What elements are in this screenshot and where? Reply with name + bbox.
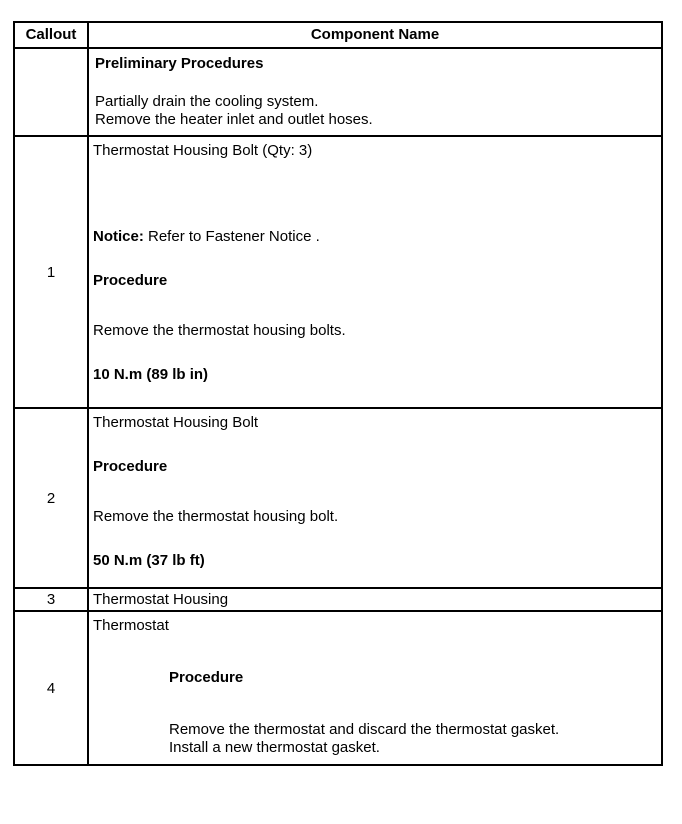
table-row-2 [14, 408, 662, 588]
callout-cell: 4 [14, 611, 88, 765]
component-cell [88, 48, 662, 136]
row-title: Preliminary Procedures [95, 55, 264, 72]
callout-cell [14, 48, 88, 136]
step-text: Install a new thermostat gasket. [169, 739, 380, 756]
torque-spec: 10 N.m (89 lb in) [93, 366, 209, 383]
component-cell [88, 136, 662, 408]
step-text: Partially drain the cooling system. [95, 93, 319, 110]
notice-line [93, 228, 657, 246]
table-row-3 [14, 588, 662, 611]
callout-table [13, 21, 663, 766]
notice-text: Refer to Fastener Notice . [143, 228, 320, 245]
notice-label: Notice: [93, 228, 144, 245]
callout-cell: 1 [14, 136, 88, 408]
step-text: Remove the heater inlet and outlet hoses. [95, 111, 373, 128]
procedure-label: Procedure [93, 272, 168, 289]
row-title: Thermostat [93, 617, 169, 634]
table-row-1 [14, 136, 662, 408]
procedure-label: Procedure [93, 458, 168, 475]
table-row-4 [14, 611, 662, 765]
callout-column-header: Callout [14, 22, 88, 48]
component-cell [88, 611, 662, 765]
callout-cell: 2 [14, 408, 88, 588]
step-text: Remove the thermostat housing bolt. [93, 508, 339, 525]
step-text: Remove the thermostat and discard the thermostat gasket. [169, 721, 560, 738]
step-text: Remove the thermostat housing bolts. [93, 322, 346, 339]
table-row-preliminary [14, 48, 662, 136]
torque-spec: 50 N.m (37 lb ft) [93, 552, 205, 569]
row-title: Thermostat Housing [93, 591, 229, 608]
row-title: Thermostat Housing Bolt (Qty: 3) [93, 142, 313, 159]
component-name-column-header: Component Name [88, 22, 662, 48]
component-cell [88, 588, 662, 611]
table-header-row [14, 22, 662, 48]
row-title: Thermostat Housing Bolt [93, 414, 259, 431]
procedure-label: Procedure [169, 669, 244, 686]
component-cell [88, 408, 662, 588]
callout-cell: 3 [14, 588, 88, 611]
